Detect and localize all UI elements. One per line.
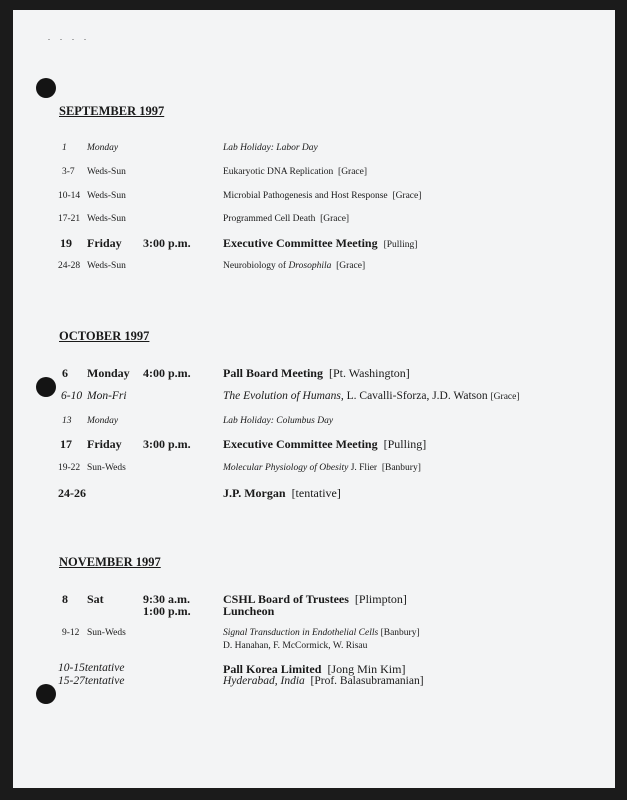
time: 3:00 p.m. xyxy=(143,236,191,250)
day: Friday xyxy=(87,437,122,451)
day: Monday xyxy=(87,416,119,426)
event: Executive Committee Meeting [Pulling] xyxy=(223,236,418,250)
stray-marks: . . . . xyxy=(48,33,90,42)
date: 3-7 xyxy=(62,167,75,177)
event: Microbial Pathogenesis and Host Response [Grace] xyxy=(223,191,422,201)
event: Executive Committee Meeting [Pulling] xyxy=(223,437,427,451)
date: 6-10 xyxy=(61,390,83,402)
date: 9-12 xyxy=(62,628,80,638)
event: The Evolution of Humans, L. Cavalli-Sforza, J.D. Watson [Grace] xyxy=(223,390,520,402)
date: 17 xyxy=(60,437,72,451)
event: Eukaryotic DNA Replication [Grace] xyxy=(223,167,368,177)
date: 6 xyxy=(62,366,68,380)
event: CSHL Board of Trustees [Plimpton] xyxy=(223,592,407,606)
day: Sun-Weds xyxy=(87,463,126,473)
day: Sat xyxy=(87,592,104,606)
day: Friday xyxy=(87,236,122,250)
day: Mon-Fri xyxy=(87,390,127,402)
day: Weds-Sun xyxy=(87,261,126,271)
day: Weds-Sun xyxy=(87,191,126,201)
day: Sun-Weds xyxy=(87,628,126,638)
date: 24-26 xyxy=(58,486,86,500)
event: Pall Board Meeting [Pt. Washington] xyxy=(223,366,410,380)
event: Luncheon xyxy=(223,604,275,618)
punch-hole xyxy=(36,377,56,397)
date: 1 xyxy=(62,143,67,153)
punch-hole xyxy=(36,78,56,98)
time: 3:00 p.m. xyxy=(143,437,191,451)
date: 19-22 xyxy=(58,463,81,473)
event: Molecular Physiology of Obesity J. Flier [Banbury] xyxy=(223,463,421,473)
event: Hyderabad, India [Prof. Balasubramanian] xyxy=(223,675,424,687)
event: Neurobiology of Drosophila [Grace] xyxy=(223,261,366,271)
date: 10-15tentative xyxy=(58,662,125,674)
punch-hole xyxy=(36,684,56,704)
event: Signal Transduction in Endothelial Cells [Banbury] xyxy=(223,628,420,638)
section-heading-september: SEPTEMBER 1997 xyxy=(59,104,165,118)
date: 13 xyxy=(62,416,72,426)
event-organizers: D. Hanahan, F. McCormick, W. Risau xyxy=(223,641,368,651)
day: Monday xyxy=(87,143,119,153)
event: Pall Korea Limited [Jong Min Kim] xyxy=(223,662,406,676)
date: 24-28 xyxy=(58,261,81,271)
day: Weds-Sun xyxy=(87,214,126,224)
time: 4:00 p.m. xyxy=(143,366,191,380)
event: Lab Holiday: Labor Day xyxy=(223,143,318,153)
date: 10-14 xyxy=(58,191,81,201)
day: Monday xyxy=(87,366,130,380)
date: 19 xyxy=(60,236,72,250)
event: Programmed Cell Death [Grace] xyxy=(223,214,350,224)
time: 1:00 p.m. xyxy=(143,604,191,618)
section-heading-november: NOVEMBER 1997 xyxy=(59,555,161,569)
day: Weds-Sun xyxy=(87,167,126,177)
date: 15-27tentative xyxy=(58,675,125,687)
date: 8 xyxy=(62,592,68,606)
event: J.P. Morgan [tentative] xyxy=(223,486,341,500)
time: 9:30 a.m. xyxy=(143,592,190,606)
section-heading-october: OCTOBER 1997 xyxy=(59,329,150,343)
date: 17-21 xyxy=(58,214,81,224)
event: Lab Holiday: Columbus Day xyxy=(223,416,334,426)
